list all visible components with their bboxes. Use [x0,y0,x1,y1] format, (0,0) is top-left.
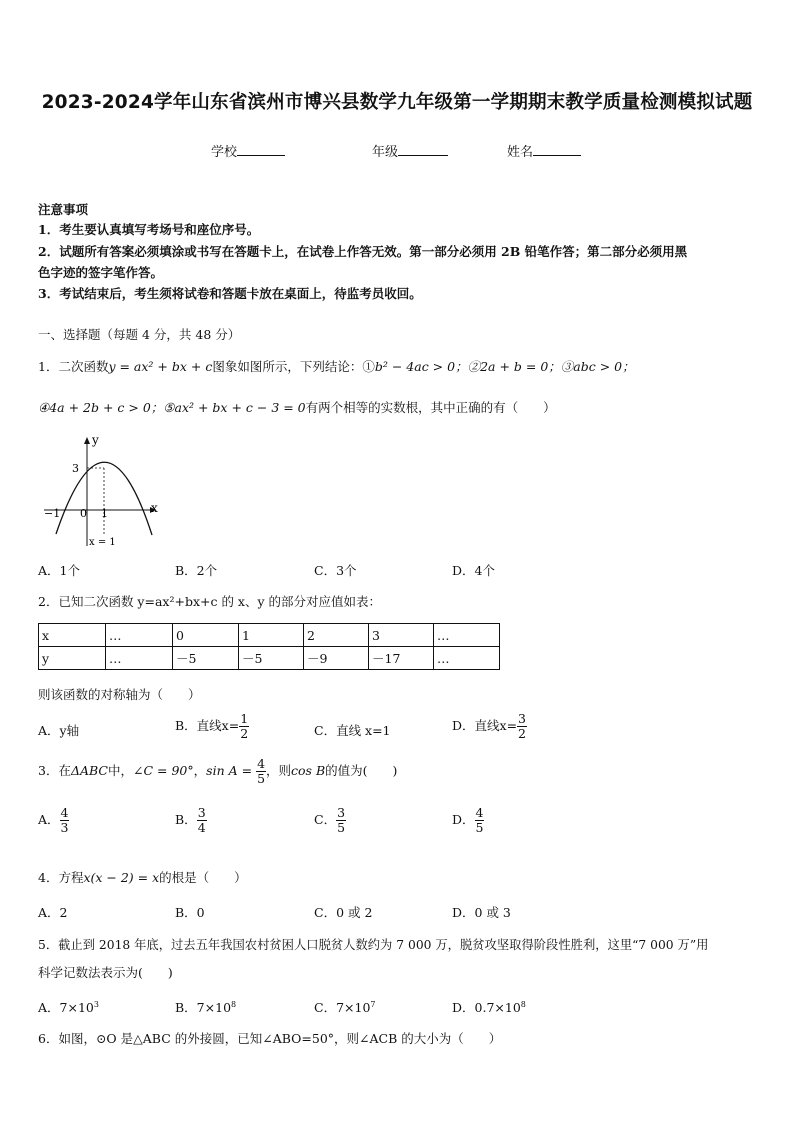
q1-option-a: A．1个 [38,563,80,578]
page-title: 2023-2024学年山东省滨州市博兴县数学九年级第一学期期末教学质量检测模拟试题 [41,92,753,113]
school-field: 学校 [211,141,285,160]
q3-option-b: B． $\frac{3}{4}$ [175,805,206,835]
question-2-stem: 2．已知二次函数 y=ax²+bx+c 的 x、y 的部分对应值如表： [38,594,382,609]
table-row: y … －5 －5 －9 －17 … [39,647,500,670]
q1-option-b: B．2个 [175,563,218,578]
q4-option-a: A．2 [38,905,68,920]
value-table [38,623,500,670]
q5-option-d: D．$0.7\times 10^8$ [452,1000,526,1016]
section-heading: 一、选择题（每题 4 分，共 48 分） [38,327,241,342]
q3-option-d: D． $\frac{4}{5}$ [452,805,484,835]
table-row: x … 0 1 2 3 … [39,624,500,647]
question-1-line1: 1．二次函数y = ax² + bx + c图象如图所示，下列结论：①b² − 4ac > 0；②2a + b = 0；③abc > 0； [38,359,635,374]
q2-option-a: A．y轴 [38,723,80,738]
tick-minus-1: −1 [44,507,61,520]
q5-option-a: A．$7\times 10^3$ [38,1000,99,1016]
question-5-line1: 5．截止到 2018 年底，过去五年我国农村贫困人口脱贫人数约为 7 000 万，脱贫攻坚取得阶段性胜利，这里“7 000 万”用 [38,938,709,952]
note-2-cont: 色字迹的签字笔作答。 [38,265,164,280]
q5-option-c: C．$7\times 10^7$ [314,1000,376,1016]
q5-option-b: B．$7\times 10^8$ [175,1000,237,1016]
notes-heading: 注意事项 [38,202,89,217]
origin-label: 0 [80,507,87,520]
q1-option-d: D．4个 [452,563,495,578]
tick-3: 3 [72,462,79,475]
question-1-line2: ④4a + 2b + c > 0；⑤ax² + bx + c − 3 = 0有两个相等的实数根，其中正确的有（ ） [38,400,556,415]
parabola-graph [38,430,168,550]
question-6-stem: 6．如图，⊙O 是△ABC 的外接圆，已知∠ABO=50°，则∠ACB 的大小为（ ） [38,1031,502,1046]
question-4-stem: 4．方程x(x − 2) = x的根是（ ） [38,870,247,885]
axis-of-symmetry-label: x = 1 [89,537,116,548]
q3-option-c: C． $\frac{3}{5}$ [314,805,346,835]
y-axis-label: y [92,433,99,447]
question-5-line2: 科学记数法表示为( ) [38,965,173,980]
q4-option-c: C．0 或 2 [314,905,373,920]
q2-option-d: D．直线x= $\frac{3}{2}$ [452,711,526,741]
q2-option-b: B．直线x= $\frac{1}{2}$ [175,711,249,741]
note-1: 1．考生要认真填写考场号和座位序号。 [38,222,260,237]
x-axis-label: x [151,501,158,515]
name-field: 姓名 [507,141,581,160]
q4-option-d: D．0 或 3 [452,905,511,920]
q3-option-a: A． $\frac{4}{3}$ [38,805,69,835]
question-3-stem: 3．在ΔABC中，∠C = 90°，sin A = $\frac{4}{5}$ ，则cos B的值为( ) [38,756,398,786]
q1-option-c: C．3个 [314,563,357,578]
q2-option-c: C．直线 x=1 [314,723,391,738]
grade-field: 年级 [372,141,448,160]
tick-1: 1 [101,507,108,520]
note-2: 2．试题所有答案必须填涂或书写在答题卡上，在试卷上作答无效。第一部分必须用 2B 铅笔作答；第二部分必须用黑 [38,244,688,259]
note-3: 3．考试结束后，考生须将试卷和答题卡放在桌面上，待监考员收回。 [38,286,422,301]
q4-option-b: B．0 [175,905,205,920]
question-2-ask: 则该函数的对称轴为（ ） [38,687,201,702]
